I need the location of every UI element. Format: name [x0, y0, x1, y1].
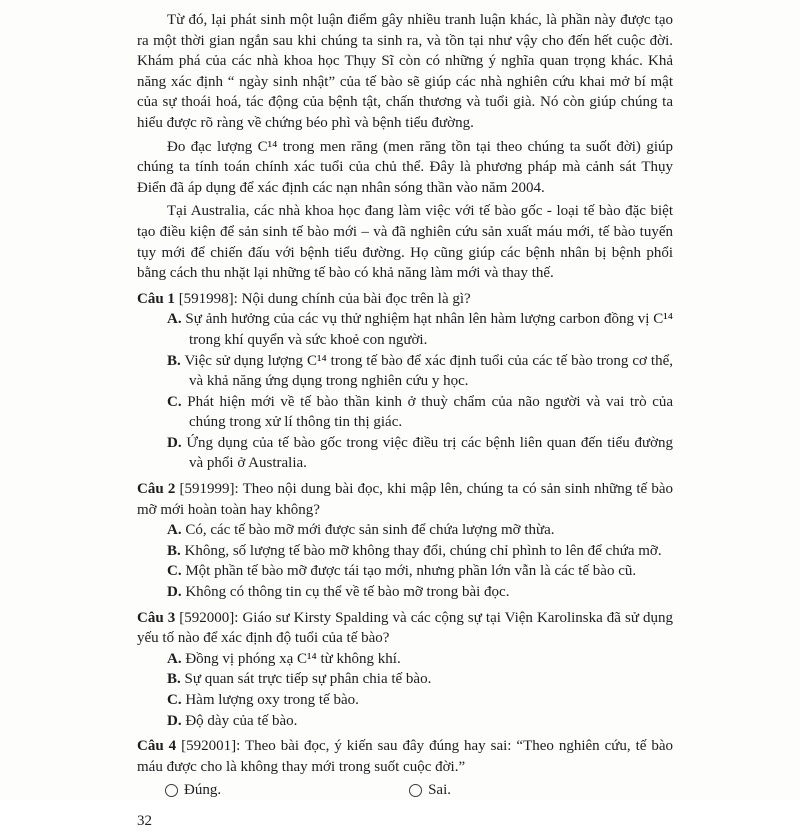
- option-text: Hàm lượng oxy trong tế bào.: [185, 692, 359, 708]
- option-letter: D.: [167, 712, 182, 729]
- question-3-text: Giáo sư Kirsty Spalding và các cộng sự tại Viện Karolinska đã sử dụng yếu tố nào để xác định độ tuổi của tế bào?: [137, 609, 673, 647]
- option-letter: C.: [167, 563, 182, 580]
- question-3-option-d: [167, 711, 673, 732]
- option-letter: A.: [167, 522, 182, 539]
- option-letter: A.: [167, 311, 182, 328]
- question-1-option-a: [167, 309, 673, 350]
- option-text: Không có thông tin cụ thể về tế bào mỡ trong bài đọc.: [185, 584, 510, 601]
- page-number: 32: [137, 812, 152, 829]
- question-2: [137, 479, 673, 603]
- radio-option-dung-label: Đúng.: [184, 782, 222, 799]
- question-1-heading: [137, 289, 673, 310]
- question-1-label: Câu 1: [137, 290, 175, 307]
- option-text: Có, các tế bào mỡ mới được sản sinh để chứa lượng mỡ thừa.: [185, 522, 555, 539]
- question-2-code: [591999]:: [179, 481, 239, 498]
- question-4-code: [592001]:: [181, 738, 241, 755]
- radio-option-sai[interactable]: [409, 780, 451, 801]
- radio-circle-icon[interactable]: [165, 784, 178, 797]
- question-2-option-d: [167, 582, 673, 603]
- question-1: [137, 289, 673, 474]
- option-letter: D.: [167, 434, 182, 451]
- question-3-option-a: [167, 649, 673, 670]
- option-text: Ứng dụng của tế bào gốc trong việc điều trị các bệnh liên quan đến tiểu đường và phổi ở Australia.: [186, 434, 674, 472]
- option-letter: D.: [167, 584, 182, 601]
- question-2-text: Theo nội dung bài đọc, khi mập lên, chúng ta có sản sinh những tế bào mỡ mới hoàn toàn hay không?: [137, 481, 674, 518]
- option-text: Sự ảnh hưởng của các vụ thử nghiệm hạt nhân lên hàm lượng carbon đồng vị C¹⁴ trong khí quyển và sức khoẻ con người.: [185, 311, 673, 348]
- question-3-label: Câu 3: [137, 609, 176, 626]
- question-3-code: [592000]:: [179, 609, 239, 626]
- radio-circle-icon[interactable]: [409, 784, 422, 797]
- question-4-label: Câu 4: [137, 738, 177, 755]
- option-letter: B.: [167, 542, 181, 559]
- question-3-option-c: [167, 690, 673, 711]
- question-2-option-c: [167, 561, 673, 582]
- question-2-label: Câu 2: [137, 481, 176, 498]
- option-text: Độ dày của tế bào.: [185, 712, 298, 729]
- option-letter: C.: [167, 393, 182, 410]
- question-3: [137, 608, 673, 732]
- question-1-option-c: [167, 392, 674, 433]
- question-1-text: Nội dung chính của bài đọc trên là gì?: [241, 290, 471, 307]
- radio-option-dung[interactable]: [165, 780, 221, 801]
- question-1-option-b: [167, 351, 673, 392]
- question-4-heading: [137, 736, 673, 777]
- option-letter: A.: [167, 650, 182, 667]
- question-3-heading: [137, 608, 673, 649]
- passage-paragraph-1: Từ đó, lại phát sinh một luận điểm gây nhiều tranh luận khác, là phần này được tạo ra một thời gian ngắn sau khi chúng ta sinh ra, và tồn tại như vậy cho đến hết cuộc đời. Khám phá của các nhà khoa học Thụy Sĩ còn có những ý nghĩa quan trọng khác. Khả năng xác định “ ngày sinh nhật” của tế bào sẽ giúp các nhà nghiên cứu khai mở bí mật của sự thoái hoá, tác động của bệnh tật, chấn thương và tuổi già. Nó còn giúp chúng ta hiểu được rõ ràng về chứng béo phì và bệnh tiểu đường.: [137, 12, 673, 131]
- question-1-option-d: [167, 433, 674, 474]
- question-1-code: [591998]:: [178, 290, 238, 307]
- option-letter: C.: [167, 692, 182, 708]
- option-text: Đồng vị phóng xạ C¹⁴ từ không khí.: [185, 650, 401, 667]
- question-2-heading: [137, 479, 673, 520]
- passage-paragraph-3: Tại Australia, các nhà khoa học đang làm việc với tế bào gốc - loại tế bào đặc biệt tạo điều kiện để sản sinh tế bào mới – và đã nghiên cứu sản xuất máu mới, tế bào tuyến tụy mới để chiến đấu với bệnh tiểu đường. Họ cũng giúp các bệnh nhân bị bệnh phổi bằng cách thu nhặt lại những tế bào có khả năng làm mới và thay thế.: [137, 203, 673, 282]
- option-text: Phát hiện mới về tế bào thần kinh ở thuỳ chẩm của não người và vai trò của chúng trong xử lí thông tin thị giác.: [187, 393, 674, 431]
- option-text: Việc sử dụng lượng C¹⁴ trong tế bào để xác định tuổi của các tế bào trong cơ thể, và khả năng ứng dụng trong nghiên cứu y học.: [184, 352, 673, 390]
- question-4-text: Theo bài đọc, ý kiến sau đây đúng hay sai: “Theo nghiên cứu, tế bào máu được cho là không thay mới trong suốt cuộc đời.”: [137, 738, 674, 775]
- radio-option-sai-label: Sai.: [428, 782, 452, 799]
- passage-paragraph-2: Đo đạc lượng C¹⁴ trong men răng (men răng tồn tại theo chúng ta suốt đời) giúp chúng ta tính toán chính xác tuổi của chủ thể. Đây là phương pháp mà cảnh sát Thụy Điển đã áp dụng để xác định các nạn nhân sóng thần vào năm 2004.: [137, 138, 673, 196]
- option-text: Sự quan sát trực tiếp sự phân chia tế bào.: [184, 671, 432, 688]
- question-2-option-b: [167, 541, 673, 562]
- question-3-option-b: [167, 669, 673, 690]
- question-4-radio-row: [165, 780, 673, 801]
- option-text: Một phần tế bào mỡ được tái tạo mới, nhưng phần lớn vẫn là các tế bào cũ.: [185, 563, 637, 580]
- question-2-option-a: [167, 520, 673, 541]
- option-letter: B.: [167, 671, 181, 688]
- option-letter: B.: [167, 352, 181, 369]
- option-text: Không, số lượng tế bào mỡ không thay đổi, chúng chỉ phình to lên để chứa mỡ.: [184, 542, 662, 559]
- question-4: [137, 736, 673, 801]
- page-content: [137, 10, 673, 832]
